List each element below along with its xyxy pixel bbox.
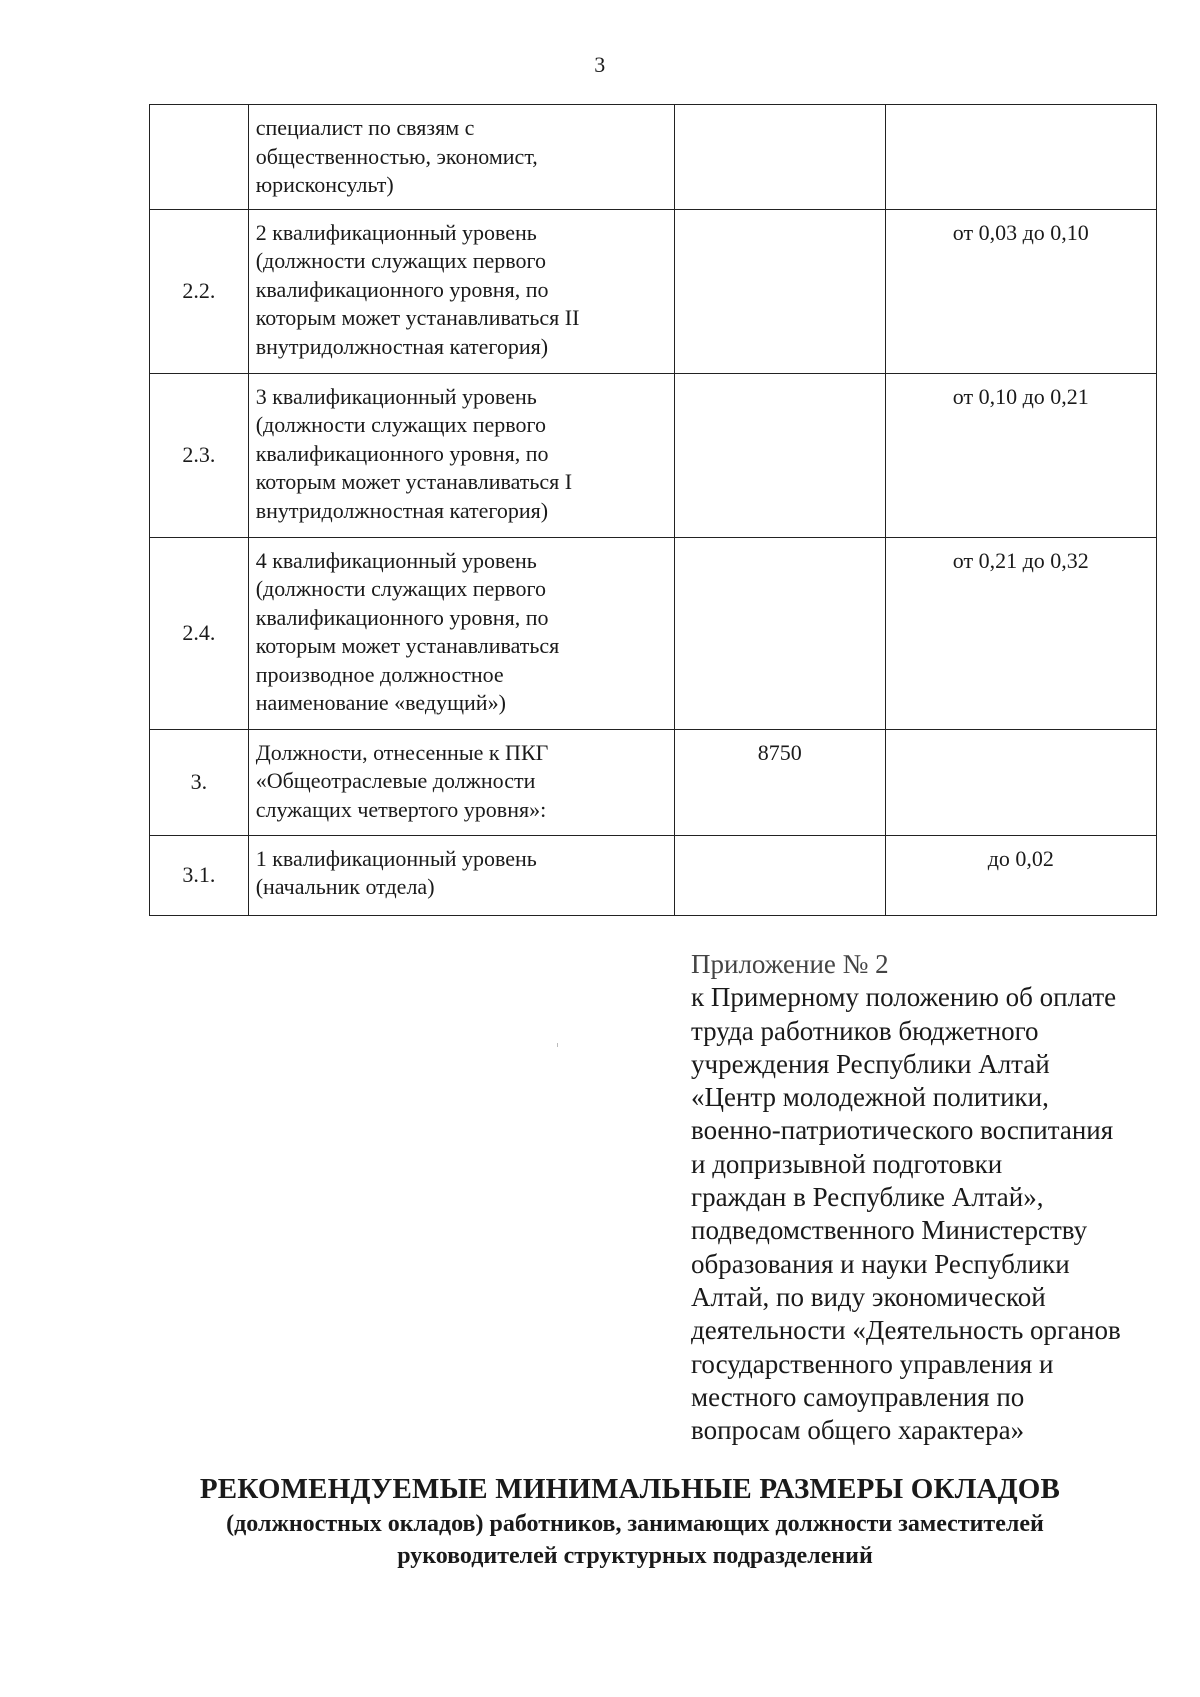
position-name-line: (должности служащих первого — [255, 412, 546, 437]
page-number: 3 — [594, 52, 606, 77]
row-number-cell: 3. — [150, 729, 249, 835]
row-number-cell: 2.2. — [150, 209, 249, 373]
appendix-line: местного самоуправления по — [691, 1381, 1025, 1412]
appendix-line: государственного управления и — [691, 1348, 1054, 1379]
coefficient-cell: от 0,10 до 0,21 — [885, 373, 1156, 537]
coefficient-cell: от 0,21 до 0,32 — [885, 537, 1156, 729]
position-name-line: наименование «ведущий») — [255, 690, 506, 715]
position-name-line: специалист по связям с — [255, 115, 475, 140]
appendix-line: к Примерному положению об оплате — [691, 982, 1117, 1013]
position-name-line: квалификационного уровня, по — [255, 604, 549, 630]
position-name-line: которым может устанавливаться — [255, 633, 560, 658]
position-name-cell — [248, 209, 674, 373]
heading-main: РЕКОМЕНДУЕМЫЕ МИНИМАЛЬНЫЕ РАЗМЕРЫ ОКЛАДОВ — [199, 1473, 1061, 1505]
appendix-line: учреждения Республики Алтай — [691, 1048, 1050, 1079]
salary-cell — [674, 209, 885, 373]
appendix-title: Приложение № 2 — [691, 949, 889, 979]
salary-cell — [674, 373, 885, 537]
position-name-line: квалификационного уровня, по — [255, 276, 549, 302]
row-number-cell: 2.3. — [150, 373, 249, 537]
appendix-line: Алтай, по виду экономической — [691, 1281, 1046, 1312]
position-name-cell — [248, 729, 674, 835]
table-row — [150, 373, 1157, 537]
position-name-line: (начальник отдела) — [255, 874, 435, 899]
salary-cell: 8750 — [674, 729, 885, 835]
position-name-line: юрисконсульт) — [255, 172, 394, 197]
appendix-line: образования и науки Республики — [691, 1248, 1070, 1279]
table-row — [150, 835, 1157, 915]
table-row — [150, 209, 1157, 373]
position-name-cell — [248, 105, 674, 210]
salary-cell — [674, 835, 885, 915]
appendix-line: граждан в Республике Алтай», — [691, 1182, 1044, 1213]
coefficient-cell — [885, 729, 1156, 835]
position-name-line: 4 квалификационный уровень — [255, 547, 537, 573]
appendix-line: и допризывной подготовки — [691, 1148, 1003, 1179]
position-name-line: внутридолжностная категория) — [255, 497, 549, 523]
coefficient-cell: до 0,02 — [885, 835, 1156, 915]
position-name-line: (должности служащих первого — [255, 576, 546, 601]
salary-cell — [674, 537, 885, 729]
appendix-block — [691, 948, 1191, 1447]
position-name-line: квалификационного уровня, по — [255, 440, 549, 466]
document-heading — [0, 1470, 1200, 1572]
position-name-line: (должности служащих первого — [255, 248, 546, 273]
position-name-cell — [248, 373, 674, 537]
position-name-line: «Общеотраслевые должности — [255, 768, 536, 793]
heading-subtitle-line: (должностных окладов) работников, занимающих должности заместителей — [226, 1511, 1044, 1537]
position-name-line: которым может устанавливаться II — [255, 305, 580, 330]
row-number-cell: 3.1. — [150, 835, 249, 915]
appendix-line: «Центр молодежной политики, — [691, 1082, 1049, 1113]
salary-table — [149, 104, 1157, 916]
row-number-cell — [150, 105, 249, 210]
appendix-line: вопросам общего характера» — [691, 1415, 1025, 1446]
salary-cell — [674, 105, 885, 210]
position-name-line: 2 квалификационный уровень — [255, 219, 537, 245]
position-name-line: 3 квалификационный уровень — [255, 383, 537, 409]
appendix-line: труда работников бюджетного — [691, 1015, 1039, 1046]
position-name-cell — [248, 835, 674, 915]
heading-subtitle-line: руководителей структурных подразделений — [397, 1543, 873, 1569]
position-name-line: 1 квалификационный уровень — [255, 845, 537, 871]
position-name-cell — [248, 537, 674, 729]
coefficient-cell — [885, 105, 1156, 210]
row-number-cell: 2.4. — [150, 537, 249, 729]
position-name-line: производное должностное — [255, 661, 504, 687]
table-row — [150, 105, 1157, 210]
position-name-line: служащих четвертого уровня»: — [255, 796, 547, 822]
scan-artifact — [557, 1043, 558, 1047]
appendix-line: деятельности «Деятельность органов — [691, 1315, 1121, 1346]
position-name-line: внутридолжностная категория) — [255, 333, 549, 359]
appendix-line: подведомственного Министерству — [691, 1215, 1088, 1246]
position-name-line: которым может устанавливаться I — [255, 469, 573, 494]
table-row — [150, 537, 1157, 729]
position-name-line: общественностью, экономист, — [255, 143, 538, 169]
appendix-line: военно-патриотического воспитания — [691, 1115, 1114, 1146]
position-name-line: Должности, отнесенные к ПКГ — [255, 739, 549, 765]
table-row — [150, 729, 1157, 835]
coefficient-cell: от 0,03 до 0,10 — [885, 209, 1156, 373]
